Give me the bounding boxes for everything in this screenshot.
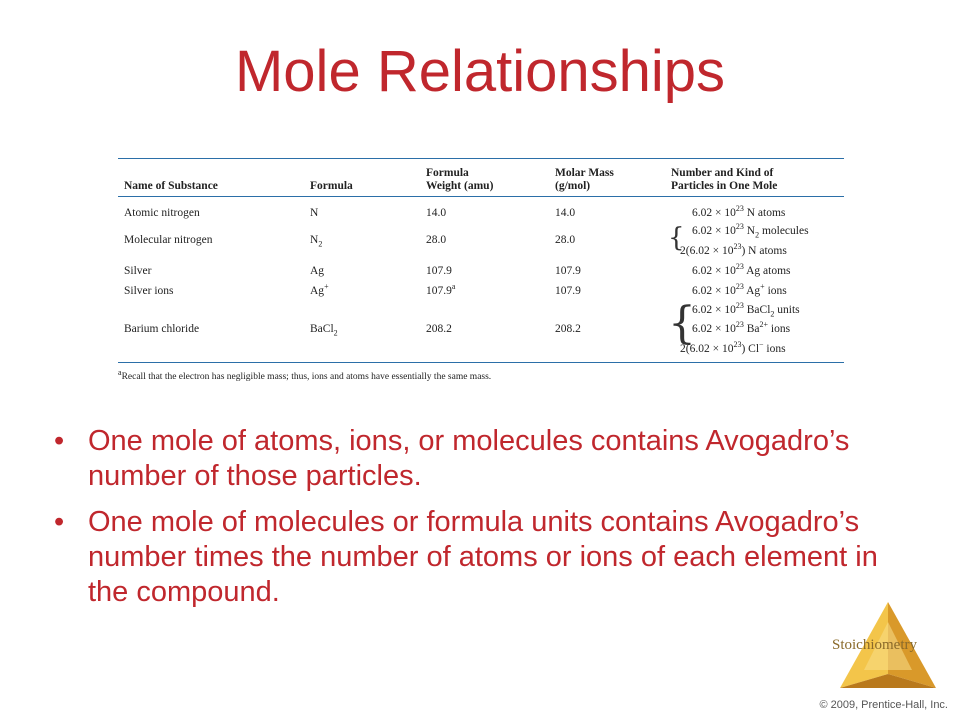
- row-1-formula: N: [310, 207, 319, 219]
- row-2-formula: $N_2$: [310, 234, 323, 249]
- bullet-item: [48, 505, 908, 610]
- row-4-formula: Ag+: [310, 282, 329, 297]
- mole-table: [118, 158, 844, 382]
- row-5-formula-weight: 208.2: [426, 323, 452, 335]
- header-particles-1: Number and Kind of: [671, 167, 774, 179]
- particles-3: $2(6.02 \times 10^{23})$ N atoms: [680, 242, 787, 257]
- particles-8: $2(6.02 \times 10^{23})$ Cl− ions: [680, 340, 786, 355]
- row-4-name: Silver ions: [124, 285, 174, 297]
- header-molar-mass-1: Molar Mass: [555, 167, 614, 179]
- row-1-molar-mass: 14.0: [555, 207, 576, 219]
- row-3-molar-mass: 107.9: [555, 265, 581, 277]
- row-3-formula: Ag: [310, 265, 325, 277]
- row-5-formula: BaCl$_2$: [310, 323, 338, 338]
- particles-7: $6.02 \times 10^{23}$ $Ba^{2+}$ ions: [692, 320, 791, 335]
- bullet-text: One mole of atoms, ions, or molecules contains Avogadro’s number of those particles.: [88, 425, 850, 492]
- particles-1: $6.02 \times 10^{23}$ N atoms: [692, 204, 786, 219]
- brace-2: {: [668, 298, 696, 349]
- row-1-formula-weight: 14.0: [426, 207, 447, 219]
- row-5-molar-mass: 208.2: [555, 323, 581, 335]
- row-1-name: Atomic nitrogen: [124, 207, 200, 219]
- bullet-dot: •: [54, 506, 65, 538]
- stoichiometry-label: Stoichiometry: [832, 637, 917, 653]
- row-5-name: Barium chloride: [124, 323, 200, 335]
- header-formula-weight-1: Formula: [426, 167, 469, 179]
- table-top-rule: [118, 158, 844, 159]
- row-2-formula-weight: 28.0: [426, 234, 447, 246]
- brace-1: {: [668, 223, 685, 253]
- header-molar-mass-2: (g/mol): [555, 180, 591, 192]
- particles-4: $6.02 \times 10^{23}$ Ag atoms: [692, 262, 791, 277]
- row-2-molar-mass: 28.0: [555, 234, 576, 246]
- row-3-formula-weight: 107.9: [426, 265, 452, 277]
- row-2-name: Molecular nitrogen: [124, 234, 213, 246]
- bullet-item: [48, 424, 908, 494]
- bullet-dot: •: [54, 425, 65, 457]
- row-3-name: Silver: [124, 265, 152, 277]
- copyright-notice: © 2009, Prentice-Hall, Inc.: [819, 699, 948, 711]
- header-formula: Formula: [310, 180, 353, 192]
- table-footnote: $^a$Recall that the electron has negligible mass; thus, ions and atoms have essentially the same mass.: [118, 367, 492, 382]
- header-formula-weight-2: Weight (amu): [426, 180, 494, 192]
- particles-2: $6.02 \times 10^{23}$ $N_2$ molecules: [692, 222, 809, 240]
- table-header-rule: [118, 196, 844, 197]
- row-4-molar-mass: 107.9: [555, 285, 581, 297]
- header-particles-2: Particles in One Mole: [671, 180, 778, 192]
- row-4-formula-weight: 107.9$^a$: [426, 282, 456, 297]
- particles-6: $6.02 \times 10^{23}$ BaCl$_2$ units: [692, 301, 800, 319]
- header-name: Name of Substance: [124, 180, 218, 192]
- bullet-list: [48, 424, 908, 621]
- slide-title: Mole Relationships: [234, 39, 726, 104]
- particles-5: $6.02 \times 10^{23}$ Ag+ ions: [692, 282, 787, 297]
- bullet-text: One mole of molecules or formula units contains Avogadro’s number times the number of atoms or ions of each element in the compound.: [88, 506, 878, 608]
- table-bottom-rule: [118, 362, 844, 363]
